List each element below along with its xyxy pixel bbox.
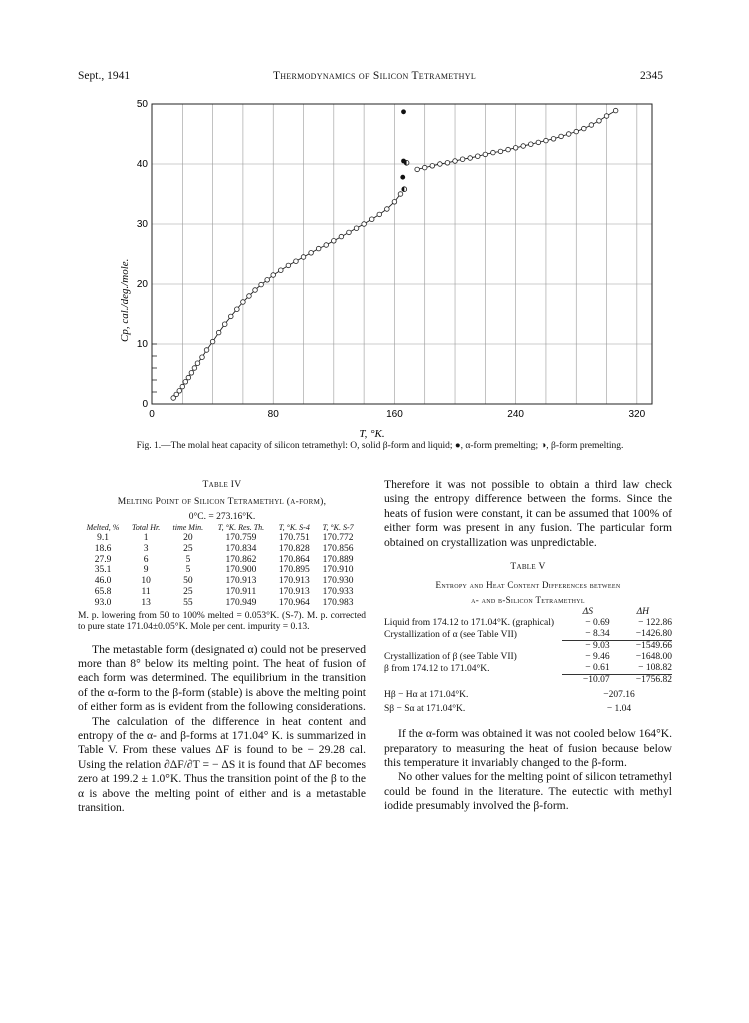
point-beta-liquid (582, 126, 587, 131)
table-cell: 20 (183, 533, 193, 544)
point-beta-liquid (216, 330, 221, 335)
point-beta-liquid (316, 246, 321, 251)
table-cell: 1 (143, 533, 149, 544)
table5-subtitle: α- and β-Silicon Tetramethyl (471, 594, 585, 605)
table-cell: 170.910 (322, 565, 354, 576)
table5-title: Entropy and Heat Content Differences between (435, 580, 621, 591)
table-cell: 170.964 (278, 597, 310, 608)
table-cell: 11 (141, 587, 151, 597)
table-cell: −207.16 (603, 689, 635, 700)
row-label: β from 174.12 to 171.04°K. (384, 663, 490, 674)
table-cell: 93.0 (94, 597, 112, 608)
table-row (80, 555, 360, 566)
point-beta-liquid (332, 239, 337, 244)
table-row (384, 675, 672, 687)
x-axis-label: T, °K. (359, 428, 385, 440)
table-cell: 170.864 (278, 554, 310, 565)
point-alpha-premelting (401, 109, 406, 114)
table-cell: − 108.82 (638, 663, 672, 674)
point-beta-liquid (180, 384, 185, 389)
point-beta-liquid (475, 154, 480, 159)
heat-capacity-chart (72, 92, 672, 440)
table-cell: − 9.03 (562, 641, 610, 653)
table5-label: Table V (510, 562, 546, 573)
table-cell: − 1.04 (606, 704, 632, 715)
y-tick-label: 20 (136, 279, 148, 290)
table-cell: 170.889 (322, 554, 354, 565)
paragraph: The calculation of the difference in heat content and entropy of the α- and β-forms at 171.04° K. is summarized in Table V. From these values ΔF is found to be − 29.28 cal. Using the relation ∂ΔF/∂T = − ΔS it is found that ΔF becomes zero at 199.2 ± 1.0°K. Thus the transition point of the β to the α is above the melting point of either and is a metastable transition. (78, 714, 366, 815)
table-cell: 170.913 (278, 587, 310, 597)
point-beta-liquid (301, 255, 306, 260)
right-body-top: Therefore it was not possible to obtain a third law check using the entropy difference between the forms. Since the heats of fusion were constant, it can be assumed that 100% of either form was present in any fusion. The particular form obtained on crystallization was unpredictable. (384, 478, 672, 549)
y-tick-label: 40 (136, 159, 148, 170)
table-row (384, 704, 672, 715)
point-beta-liquid (347, 230, 352, 235)
x-tick-label: 80 (267, 409, 279, 420)
point-beta-liquid (362, 222, 367, 227)
table-row (384, 618, 672, 629)
table-header-cell: T, °K. S-7 (322, 523, 354, 533)
table-row (384, 629, 672, 641)
point-beta-liquid (574, 129, 579, 134)
paragraph: The metastable form (designated α) could not be preserved more than 8° below its melting point. The heat of fusion of each form was determined. The equilibrium in the transition of the α-form to the β-form (stable) is above the melting point of either form as is evident from the following considerations. (78, 642, 366, 714)
table-row (384, 686, 672, 704)
table-cell: 3 (143, 543, 149, 554)
row-label: Crystallization of β (see Table VII) (384, 652, 517, 663)
table-header-cell: T, °K. S-4 (278, 523, 310, 533)
x-tick-label: 320 (628, 409, 646, 420)
point-beta-liquid (210, 339, 215, 344)
x-tick-label: 0 (149, 409, 155, 420)
table-cell: 6 (143, 554, 149, 565)
point-beta-liquid (241, 300, 246, 305)
point-beta-liquid (551, 137, 556, 142)
table-cell: 170.949 (225, 597, 257, 608)
y-axis-label: Cp, cal./deg./mole. (119, 258, 131, 342)
point-beta-liquid (385, 207, 390, 212)
point-beta-liquid (521, 144, 526, 149)
table-cell: 170.983 (322, 597, 354, 608)
right-body-bottom (384, 727, 672, 813)
table-cell: 170.933 (322, 587, 354, 597)
row-label (384, 641, 562, 653)
point-beta-liquid (438, 162, 443, 167)
table-cell: 170.759 (225, 533, 257, 544)
table-cell: −1648.00 (635, 652, 672, 663)
point-beta-liquid (195, 361, 200, 366)
point-beta-liquid (222, 322, 227, 327)
point-beta-liquid (468, 156, 473, 161)
point-beta-liquid (228, 314, 233, 319)
point-beta-liquid (398, 192, 403, 197)
point-beta-liquid (192, 366, 197, 371)
point-beta-liquid (309, 251, 314, 256)
x-tick-label: 240 (507, 409, 524, 420)
point-beta-liquid (536, 140, 541, 145)
table4-notes: M. p. lowering from 50 to 100% melted = 0.053°K. (S-7). M. p. corrected to pure state 171.04±0.05°K. Mole per cent. impurity = 0.13. (78, 610, 366, 632)
table-cell: 27.9 (94, 554, 112, 565)
table-header-cell: ΔH (636, 607, 650, 618)
page-number: 2345 (640, 70, 663, 82)
table-cell: 170.900 (225, 565, 257, 576)
table4-subtitle: 0°C. = 273.16°K. (188, 511, 256, 522)
table-cell: 9.1 (97, 533, 109, 544)
point-beta-liquid (528, 142, 533, 147)
point-beta-liquid (183, 380, 188, 385)
table-cell: 13 (141, 597, 151, 608)
y-tick-label: 30 (136, 219, 148, 230)
table-cell: − 0.61 (585, 663, 610, 674)
table-cell: 170.828 (278, 543, 310, 554)
table-row (80, 576, 360, 587)
point-beta-liquid (613, 108, 618, 113)
table-cell: − 9.46 (585, 652, 610, 663)
point-beta-liquid (597, 119, 602, 124)
running-header-title: Thermodynamics of Silicon Tetramethyl (272, 70, 477, 82)
point-beta-liquid (369, 217, 374, 222)
point-beta-liquid (271, 273, 276, 278)
point-beta-liquid (422, 165, 427, 170)
running-header-date: Sept., 1941 (78, 70, 131, 82)
point-beta-liquid (189, 371, 194, 376)
table-header-row (384, 607, 672, 618)
table-cell: 10 (141, 576, 151, 587)
point-beta-liquid (339, 234, 344, 239)
point-alpha-premelting (400, 175, 405, 180)
table-row (80, 544, 360, 555)
paragraph: If the α-form was obtained it was not cooled below 164°K. preparatory to measuring the heat of fusion because below this temperature it invariably changed to the β-form. (384, 727, 672, 770)
table-cell: 170.913 (278, 576, 310, 587)
row-label: Hβ − Hα at 171.04°K. (384, 689, 469, 700)
point-beta-liquid (445, 161, 450, 166)
point-beta-liquid (354, 226, 359, 231)
table-row (80, 598, 360, 609)
point-beta-liquid (460, 157, 465, 162)
table-cell: 55 (183, 597, 193, 608)
point-beta-liquid (483, 152, 488, 157)
table-cell: 170.834 (225, 543, 257, 554)
table-cell: 9 (143, 565, 149, 576)
table-row (384, 652, 672, 663)
point-beta-liquid (415, 167, 420, 172)
point-beta-liquid (247, 294, 252, 299)
point-beta-liquid (430, 164, 435, 169)
y-tick-label: 50 (136, 99, 148, 110)
point-beta-liquid (604, 114, 609, 119)
table-cell: − 0.69 (585, 618, 610, 629)
table-cell: 5 (185, 565, 191, 576)
table-cell: 170.856 (322, 543, 354, 554)
point-beta-liquid (513, 146, 518, 151)
point-beta-liquid (506, 147, 511, 152)
table5 (384, 607, 672, 715)
paragraph: No other values for the melting point of silicon tetramethyl could be found in the literature. The eutectic with methyl iodide presumably involved the β-form. (384, 770, 672, 813)
y-tick-label: 0 (142, 399, 148, 410)
point-beta-liquid (491, 150, 496, 155)
table-header-row (80, 524, 360, 533)
table-cell: −1756.82 (610, 675, 672, 687)
table4-label: Table IV (202, 480, 242, 490)
point-beta-liquid (589, 123, 594, 128)
row-label (384, 675, 562, 687)
x-tick-label: 160 (386, 409, 403, 420)
point-beta-liquid (286, 263, 291, 268)
table-cell: 170.772 (322, 533, 354, 544)
table-cell: −10.07 (562, 675, 610, 687)
table-header-cell: T, °K. Res. Th. (217, 523, 265, 533)
table-header-cell: Melted, % (86, 523, 120, 533)
table-row (80, 533, 360, 544)
point-beta-liquid (278, 268, 283, 273)
point-beta-liquid (377, 212, 382, 217)
table-cell: 170.913 (225, 576, 257, 587)
table-header-cell: time Min. (172, 523, 204, 533)
row-label: Sβ − Sα at 171.04°K. (384, 704, 466, 715)
table-header-cell: ΔS (582, 607, 593, 618)
table-cell: 65.8 (94, 587, 112, 597)
table-cell: 170.862 (225, 554, 257, 565)
table-row (80, 587, 360, 598)
y-tick-label: 10 (136, 339, 148, 350)
table-cell: 50 (183, 576, 193, 587)
point-beta-liquid (177, 389, 182, 394)
point-beta-liquid (253, 288, 258, 293)
table-cell: −1549.66 (610, 641, 672, 653)
table4 (80, 524, 360, 608)
table-header-cell: Total Hr. (132, 523, 161, 533)
table-cell: −1426.80 (635, 629, 672, 640)
point-beta-liquid (294, 259, 299, 264)
point-beta-liquid (544, 138, 549, 143)
point-beta-liquid (566, 132, 571, 137)
table-cell: 25 (183, 587, 193, 597)
table-row (384, 663, 672, 675)
table-cell: 170.895 (278, 565, 310, 576)
chart-grid (152, 104, 652, 404)
point-beta-liquid (559, 134, 564, 139)
point-beta-liquid (200, 355, 205, 360)
point-beta-liquid (186, 375, 191, 380)
table-cell: 25 (183, 543, 193, 554)
table-row (384, 641, 672, 653)
table-cell: − 8.34 (585, 629, 610, 640)
point-beta-liquid (324, 243, 329, 248)
plot-frame (152, 104, 652, 404)
point-beta-liquid (498, 149, 503, 154)
row-label: Crystallization of α (see Table VII) (384, 629, 517, 640)
table4-title: Melting Point of Silicon Tetramethyl (α-form), (117, 497, 327, 508)
table-cell: 5 (185, 554, 191, 565)
figure-caption: Fig. 1.—The molal heat capacity of silicon tetramethyl: O, solid β-form and liquid; ●, α-form premelting; ◑, β-form premelting. (136, 441, 624, 451)
table-row (80, 565, 360, 576)
point-beta-liquid (259, 282, 264, 287)
table-cell: 46.0 (94, 576, 112, 587)
point-beta-liquid (235, 307, 240, 312)
table-cell: 170.911 (225, 587, 257, 597)
left-body-text (78, 643, 366, 816)
point-beta-liquid (204, 348, 209, 353)
point-beta-liquid (265, 278, 270, 283)
table-cell: 35.1 (94, 565, 112, 576)
table-cell: 170.930 (322, 576, 354, 587)
row-label: Liquid from 174.12 to 171.04°K. (graphical) (384, 618, 555, 629)
table-cell: − 122.86 (638, 618, 672, 629)
table-cell: 170.751 (278, 533, 310, 544)
point-beta-liquid (453, 159, 458, 164)
point-beta-liquid (392, 200, 397, 205)
table-cell: 18.6 (94, 543, 112, 554)
